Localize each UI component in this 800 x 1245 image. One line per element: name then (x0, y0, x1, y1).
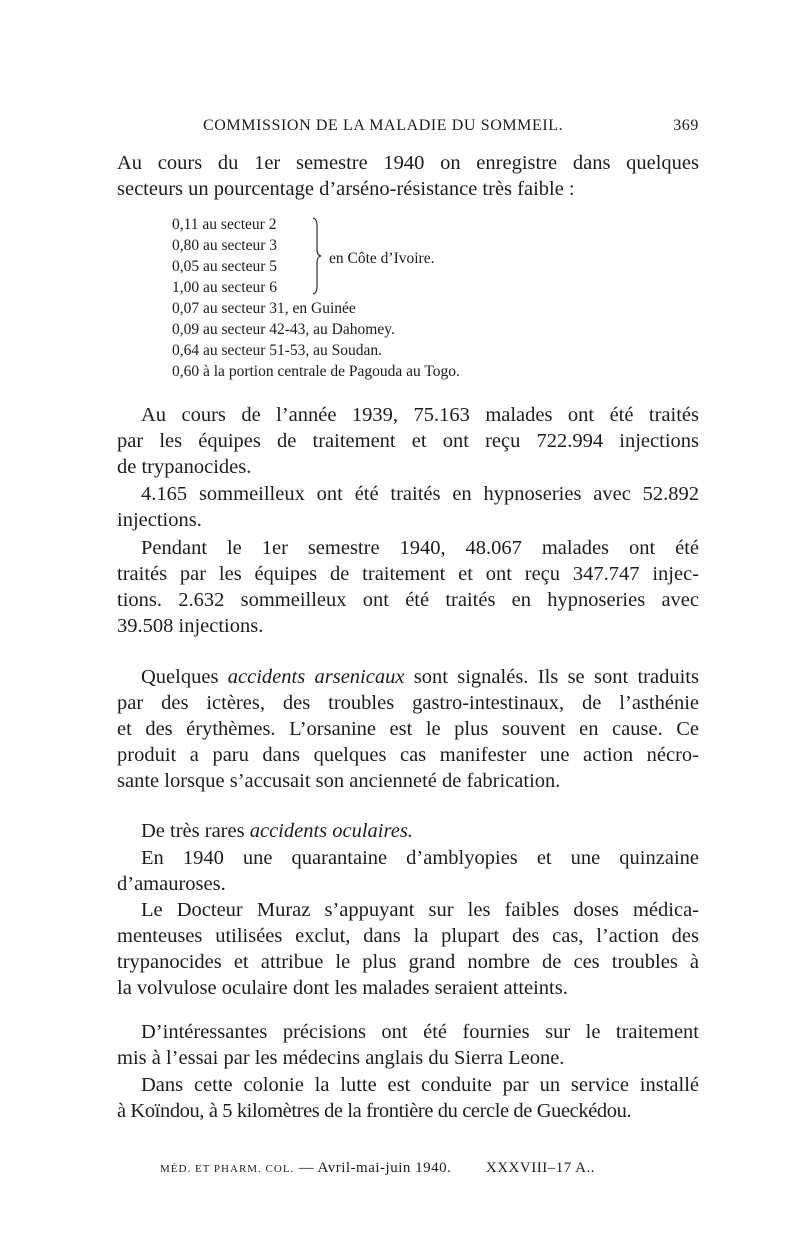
brace-label: en Côte d’Ivoire. (329, 250, 435, 267)
list-item: 0,09 au secteur 42-43, au Dahomey. (172, 321, 395, 338)
footer-dash: — (294, 1160, 318, 1176)
paragraph-ocular-accidents (117, 818, 699, 844)
paragraph-arsenical-accidents (117, 664, 699, 794)
list-item: 0,80 au secteur 3 (172, 237, 278, 254)
paragraph-line: tions. 2.632 sommeilleux ont été traités en hypnoseries avec (117, 589, 699, 611)
paragraph-hypnoseries-1939 (117, 481, 699, 533)
paragraph-line: par des ictères, des troubles gastro-intestinaux, de l’asthénie (117, 692, 699, 714)
paragraph-colonie (117, 1072, 699, 1124)
paragraph-line: et des érythèmes. L’orsanine est le plus souvent en cause. Ce (117, 718, 699, 740)
text-run: sont signalés. Ils se sont traduits (404, 666, 699, 688)
list-item: 0,07 au secteur 31, en Guinée (172, 300, 356, 317)
paragraph-amblyopia (117, 845, 699, 897)
paragraph-line: En 1940 une quarantaine d’amblyopies et une quinzaine (141, 847, 699, 869)
paragraph-line: menteuses utilisées exclut, dans la plupart des cas, l’action des (117, 925, 699, 947)
list-item: 1,00 au secteur 6 (172, 279, 278, 296)
paragraph-line: de trypanocides. (117, 456, 252, 478)
list-item: 0,05 au secteur 5 (172, 258, 278, 275)
cote-ivoire-group (172, 214, 592, 298)
paragraph-line: traités par les équipes de traitement et ont reçu 347.747 injec- (117, 563, 699, 585)
sector-list (172, 214, 592, 382)
paragraph-1940 (117, 535, 699, 639)
text-run: De très rares (141, 820, 250, 842)
printer-signature: XXXVIII–17 A.. (485, 1160, 595, 1176)
paragraph-line: 39.508 injections. (117, 615, 264, 637)
paragraph-line: sante lorsque s’accusait son ancienneté de fabrication. (117, 770, 561, 792)
italic-term: accidents arsenicaux (227, 666, 405, 688)
paragraph-line: mis à l’essai par les médecins anglais du Sierra Leone. (117, 1047, 565, 1069)
paragraph-line: la volvulose oculaire dont les malades seraient atteints. (117, 977, 568, 999)
paragraph-line: Le Docteur Muraz s’appuyant sur les faibles doses médica- (141, 899, 699, 921)
text-run: Quelques (141, 666, 228, 688)
paragraph-line: trypanocides et attribue le plus grand nombre de ces troubles à (117, 951, 699, 973)
italic-term: accidents oculaires. (249, 820, 413, 842)
paragraph-line (117, 818, 699, 844)
paragraph-line: injections. (117, 509, 202, 531)
intro-line-2: secteurs un pourcentage d’arséno-résistance très faible : (117, 178, 575, 200)
journal-abbreviation: MÉD. ET PHARM. COL. (160, 1163, 295, 1175)
paragraph-muraz (117, 897, 699, 1001)
running-header (117, 117, 699, 143)
paragraph-line: par les équipes de traitement et ont reçu 722.994 injections (117, 430, 699, 452)
paragraph-line: produit a paru dans quelques cas manifester une action nécro- (117, 744, 699, 766)
paragraph-1939 (117, 402, 699, 480)
brace-icon (312, 217, 322, 295)
paragraph-line: à Koïndou, à 5 kilomètres de la frontière du cercle de Gueckédou. (117, 1100, 632, 1122)
intro-paragraph (117, 150, 699, 202)
paragraph-line: Au cours de l’année 1939, 75.163 malades ont été traités (141, 404, 699, 426)
paragraph-line: Dans cette colonie la lutte est conduite par un service installé (141, 1074, 699, 1096)
paragraph-line (117, 664, 699, 690)
page-number: 369 (673, 117, 699, 134)
paragraph-line: D’intéressantes précisions ont été fournies sur le traitement (141, 1021, 699, 1043)
list-item: 0,60 à la portion centrale de Pagouda au Togo. (172, 363, 460, 380)
issue-date: Avril-mai-juin 1940. (317, 1160, 452, 1176)
paragraph-line: d’amauroses. (117, 873, 226, 895)
paragraph-sierra-leone (117, 1019, 699, 1071)
page-footer (160, 1160, 660, 1177)
list-item: 0,11 au secteur 2 (172, 216, 277, 233)
intro-line-1: Au cours du 1er semestre 1940 on enregistre dans quelques (117, 152, 699, 174)
paragraph-line: 4.165 sommeilleux ont été traités en hypnoseries avec 52.892 (141, 483, 699, 505)
list-item: 0,64 au secteur 51-53, au Soudan. (172, 342, 383, 359)
running-title: COMMISSION DE LA MALADIE DU SOMMEIL. (203, 117, 564, 134)
paragraph-line: Pendant le 1er semestre 1940, 48.067 malades ont été (141, 537, 699, 559)
